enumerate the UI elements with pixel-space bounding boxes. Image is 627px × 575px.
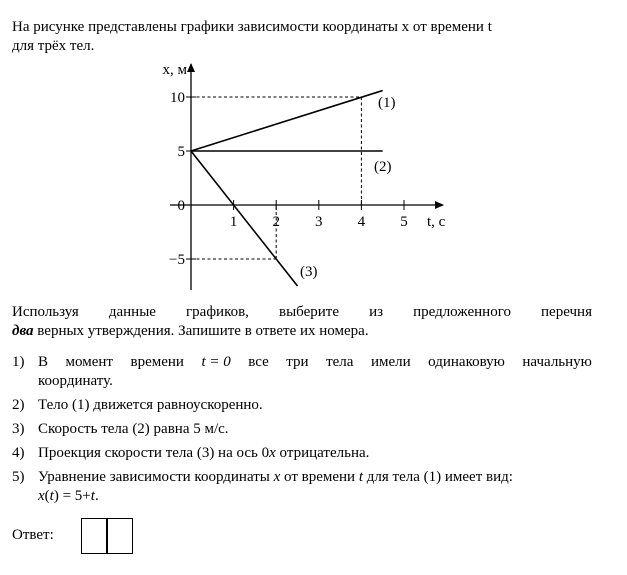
instruction-rest: верных утверждения. Запишите в ответе их номера.: [33, 323, 369, 339]
option-number: 1): [12, 354, 25, 370]
instruction-line-2: [12, 322, 592, 341]
option-variable: t: [358, 469, 363, 485]
answer-label: Ответ:: [12, 527, 54, 543]
option-variable: t: [49, 488, 54, 504]
option-1: [12, 353, 592, 391]
intro-line-2: для трёх тел.: [12, 38, 95, 54]
x-tick-label: 2: [272, 214, 280, 230]
word: Используя: [12, 304, 79, 320]
option-5-line-2: [38, 487, 592, 506]
y-axis-label: x, м: [162, 62, 187, 78]
option-3: [12, 420, 592, 439]
word: тела: [326, 354, 354, 370]
option-number: 3): [12, 421, 25, 437]
option-variable: t: [90, 488, 95, 504]
word: начальную: [522, 354, 592, 370]
word: В: [38, 354, 49, 370]
series-line: [191, 91, 383, 151]
instruction-line-1: [12, 303, 592, 322]
option-number: 5): [12, 469, 25, 485]
word: перечня: [541, 304, 592, 320]
option-5: [12, 468, 592, 506]
x-tick-label: 4: [357, 214, 366, 230]
word: выберите: [279, 304, 339, 320]
series-line: [191, 151, 298, 286]
option-text: ) = 5+: [53, 488, 91, 504]
option-variable: x: [273, 469, 281, 485]
option-text: отрицательна.: [275, 445, 370, 461]
word: t = 0: [201, 354, 231, 370]
option-number: 4): [12, 445, 25, 461]
x-tick-label: 5: [400, 214, 408, 230]
options-list: [12, 353, 592, 511]
option-text: Проекция скорости тела (3) на ось 0: [38, 445, 270, 461]
answer-box-1[interactable]: [81, 518, 107, 554]
word: три: [286, 354, 309, 370]
option-5-line-1: [38, 468, 592, 487]
y-tick-label: 5: [177, 144, 185, 160]
series-label: (2): [374, 159, 392, 175]
instruction-text: [12, 303, 592, 341]
option-1-line-2: координату.: [38, 373, 113, 389]
y-tick-label: −5: [169, 252, 185, 268]
intro-line-1-text: На рисунке представлены графики зависимости координаты x от времени t: [12, 19, 492, 35]
option-4: [12, 444, 592, 463]
word: предложенного: [413, 304, 511, 320]
word: одинаковую: [428, 354, 505, 370]
series-label: (1): [378, 95, 396, 111]
option-text: Скорость тела (2) равна 5 м/с.: [38, 421, 229, 437]
word: момент: [65, 354, 113, 370]
option-variable: x: [269, 445, 276, 461]
option-text: Уравнение зависимости координаты: [38, 469, 274, 485]
y-tick-label: 0: [177, 198, 185, 214]
word: графиков,: [186, 304, 249, 320]
word: из: [369, 304, 384, 320]
option-text: (: [44, 488, 50, 504]
x-tick-label: 1: [229, 214, 238, 230]
word: все: [248, 354, 269, 370]
y-tick-label: 10: [170, 90, 185, 106]
option-text: .: [94, 488, 99, 504]
option-text: от времени: [280, 469, 359, 485]
option-variable: x: [38, 488, 45, 504]
instruction-emphasis: два: [12, 323, 34, 339]
word: имели: [370, 354, 411, 370]
answer-box-2[interactable]: [107, 518, 133, 554]
word: данные: [108, 304, 156, 320]
option-number: 2): [12, 397, 25, 413]
x-tick-label: 3: [315, 214, 323, 230]
option-1-line-1: [38, 353, 592, 372]
option-text: для тела (1) имеет вид:: [363, 469, 513, 485]
option-text: Тело (1) движется равноускоренно.: [38, 397, 263, 413]
x-axis-label: t, с: [427, 214, 446, 230]
series-label: (3): [300, 264, 318, 280]
option-2: [12, 396, 592, 415]
word: времени: [130, 354, 184, 370]
